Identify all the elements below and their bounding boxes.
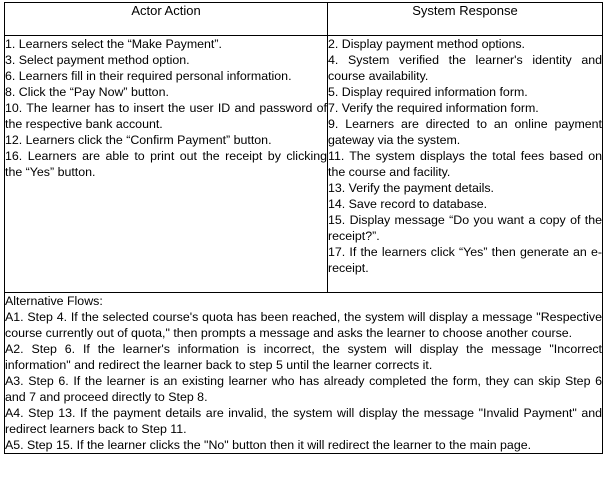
system-step: 9. Learners are directed to an online payment gateway via the system. xyxy=(328,117,602,147)
actor-step: 12. Learners click the “Confirm Payment” button. xyxy=(5,133,272,147)
system-step: 2. Display payment method options. xyxy=(328,37,525,51)
alternative-flow-item: A3. Step 6. If the learner is an existing learner who has already completed the form, they can skip Step 6 and 7 and proceed directly to Step 8. xyxy=(5,374,602,404)
system-step: 5. Display required information form. xyxy=(328,85,528,99)
alternative-flows-row xyxy=(5,293,603,454)
system-step: 13. Verify the payment details. xyxy=(328,181,494,195)
system-step: 4. System verified the learner's identity and course availability. xyxy=(328,53,602,83)
system-response-header: System Response xyxy=(328,3,603,36)
actor-step: 8. Click the “Pay Now” button. xyxy=(5,85,169,99)
alternative-flow-item: A5. Step 15. If the learner clicks the "No" button then it will redirect the learner to the main page. xyxy=(5,438,532,452)
actor-step: 6. Learners fill in their required personal information. xyxy=(5,69,292,83)
header-row xyxy=(5,3,603,36)
alternative-flow-item: A2. Step 6. If the learner's information is incorrect, the system will display the message "Incorrect information" and redirect the learner back to step 5 until the learner corrects it. xyxy=(5,342,602,372)
actor-step: 3. Select payment method option. xyxy=(5,53,190,67)
alternative-flows-cell xyxy=(5,293,603,454)
actor-action-header: Actor Action xyxy=(5,3,328,36)
alternative-flow-item: A4. Step 13. If the payment details are invalid, the system will display the message "Invalid Payment" and redirect learners back to Step 11. xyxy=(5,406,602,436)
alternative-flow-item: A1. Step 4. If the selected course's quota has been reached, the system will display a message "Respective course currently out of quota," then prompts a message and asks the learner to choose another course. xyxy=(5,310,602,340)
system-step: 14. Save record to database. xyxy=(328,197,488,211)
actor-actions-cell xyxy=(5,36,328,293)
alternative-flows-title: Alternative Flows: xyxy=(5,294,103,308)
actor-step: 16. Learners are able to print out the receipt by clicking the “Yes” button. xyxy=(5,149,327,179)
actor-step: 10. The learner has to insert the user ID and password of the respective bank account. xyxy=(5,101,327,131)
system-step: 17. If the learners click “Yes” then generate an e-receipt. xyxy=(328,245,602,275)
system-responses-cell xyxy=(328,36,603,293)
actor-step: 1. Learners select the “Make Payment”. xyxy=(5,37,222,51)
flow-row xyxy=(5,36,603,293)
system-step: 7. Verify the required information form. xyxy=(328,101,539,115)
system-step: 11. The system displays the total fees based on the course and facility. xyxy=(328,149,602,179)
use-case-table xyxy=(4,2,603,454)
system-step: 15. Display message “Do you want a copy of the receipt?”. xyxy=(328,213,602,243)
